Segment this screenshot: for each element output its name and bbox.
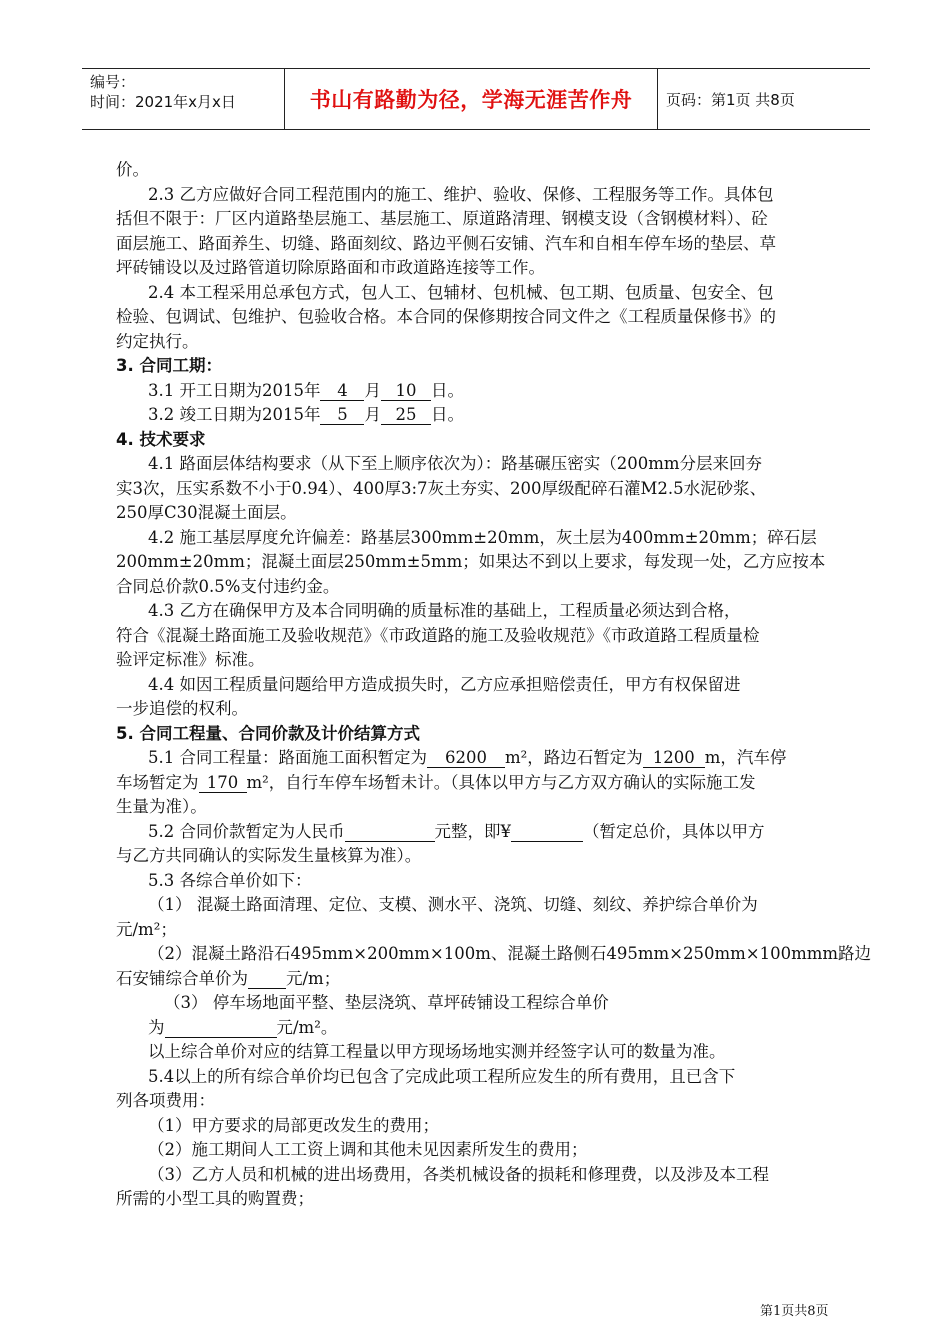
clause-5-1 (116, 746, 846, 771)
text-span: 元/m； (286, 968, 341, 988)
text-line: 实3次，压实系数不小于0.94）、400厚3:7灰土夯实、200厚级配碎石灌M2.5水泥砂浆、 (116, 478, 767, 498)
text-line: 检验、包调试、包维护、包验收合格。本合同的保修期按合同文件之《工程质量保修书》的 (116, 307, 776, 326)
text-line: 面层施工、路面养生、切缝、路面刻纹、路边平侧石安铺、汽车和自相车停车场的垫层、草 (116, 233, 776, 253)
text-line: 250厚C30混凝土面层。 (116, 503, 297, 522)
contract-body (116, 158, 872, 1212)
item-5-3-3: （3） 停车场地面平整、垫层浇筑、草坪砖铺设工程综合单价 (164, 993, 609, 1012)
text-line: 生量为准）。 (116, 797, 207, 816)
clause-2-3: 2.3 乙方应做好合同工程范围内的施工、维护、验收、保修、工程服务等工作。具体包 (148, 184, 774, 204)
doc-number-label: 编号： (90, 73, 136, 91)
text-line: 括但不限于：厂区内道路垫层施工、基层施工、原道路清理、钢模支设（含钢模材料）、砼 (116, 209, 768, 228)
header-motto: 书山有路勤为径，学海无涯苦作舟 (285, 69, 658, 129)
text-span: （暂定总价，具体以甲方 (583, 821, 765, 841)
text-span: 石安铺综合单价为 (116, 968, 248, 988)
price-rmb-blank (345, 823, 435, 842)
clause-2-4: 2.4 本工程采用总承包方式，包人工、包辅材、包机械、包工期、包质量、包安全、包 (148, 282, 774, 302)
clause-5-2 (116, 820, 846, 845)
text-line: 一步追偿的权利。 (116, 699, 248, 718)
item-5-3-2: （2）混凝土路沿石495mm×200mm×100m、混凝土路侧石495mm×250mm×100mmm路边 (148, 944, 872, 963)
text-line: 合同总价款0.5%支付违约金。 (116, 576, 340, 596)
item-5-4-1: （1）甲方要求的局部更改发生的费用； (148, 1115, 439, 1135)
text-span: 元整，即¥ (434, 821, 511, 841)
start-month-field: 4 (320, 382, 364, 401)
text-span: m，汽车停 (704, 748, 787, 767)
text-line: 列各项费用： (116, 1091, 215, 1110)
text-line: 验评定标准》标准。 (116, 650, 265, 669)
clause-4-2: 4.2 施工基层厚度允许偏差：路基层300mm±20mm，灰土层为400mm±20mm；碎石层 (148, 527, 817, 547)
text-line: 与乙方共同确认的实际发生量核算为准）。 (116, 846, 422, 865)
text-line: 价。 (116, 160, 149, 179)
text-line: 约定执行。 (116, 331, 199, 351)
text-line (116, 967, 846, 992)
text-span: 月 (364, 405, 381, 424)
item-5-4-2: （2）施工期间人工工资上调和其他未见因素所发生的费用； (148, 1140, 588, 1159)
text-span: 5.2 合同价款暂定为人民币 (148, 821, 345, 841)
text-span: 元/m²。 (276, 1017, 338, 1037)
text-line (116, 771, 846, 796)
text-span: 日。 (430, 380, 464, 400)
text-span: 月 (364, 380, 381, 400)
text-span: 日。 (430, 405, 464, 424)
clause-5-3: 5.3 各综合单价如下： (148, 870, 312, 890)
header-page-number: 页码：第1页 共8页 (666, 90, 795, 109)
clause-3-1 (116, 379, 846, 404)
doc-date-label: 时间：2021年x月x日 (90, 93, 236, 111)
clause-5-4: 5.4以上的所有综合单价均已包含了完成此项工程所应发生的所有费用，且已含下 (148, 1066, 736, 1086)
end-month-field: 5 (320, 406, 364, 425)
text-line: 所需的小型工具的购置费； (116, 1189, 314, 1208)
price-yen-blank (511, 823, 583, 842)
text-line: 以上综合单价对应的结算工程量以甲方现场场地实测并经签字认可的数量为准。 (148, 1042, 726, 1061)
text-line: 坪砖铺设以及过路管道切除原路面和市政道路连接等工作。 (116, 258, 545, 277)
parking-area-field: 170 (199, 774, 247, 793)
text-line: 符合《混凝土路面施工及验收规范》《市政道路的施工及验收规范》《市政道路工程质量检 (116, 625, 760, 645)
end-day-field: 25 (381, 406, 431, 425)
clause-4-3: 4.3 乙方在确保甲方及本合同明确的质量标准的基础上，工程质量必须达到合格， (148, 601, 741, 620)
text-line: 元/m²； (116, 919, 177, 939)
text-span: 车场暂定为 (116, 772, 199, 792)
text-span: 5.1 合同工程量：路面施工面积暂定为 (148, 748, 427, 767)
curb-length-field: 1200 (643, 749, 705, 768)
footer-page-number: 第1页共8页 (760, 1304, 829, 1319)
clause-4-1: 4.1 路面层体结构要求（从下至上顺序依次为）：路基碾压密实（200mm分层来回夯 (148, 454, 763, 473)
section-heading-3: 3. 合同工期： (116, 356, 222, 375)
text-span: m²，自行车停车场暂未计。（具体以甲方与乙方双方确认的实际施工发 (246, 772, 756, 792)
clause-3-2 (116, 403, 846, 428)
clause-4-4: 4.4 如因工程质量问题给甲方造成损失时，乙方应承担赔偿责任，甲方有权保留进 (148, 674, 741, 694)
text-span: 为 (148, 1017, 165, 1037)
section-heading-5: 5. 合同工程量、合同价款及计价结算方式 (116, 723, 420, 743)
item-5-4-3: （3）乙方人员和机械的进出场费用，各类机械设备的损耗和修理费，以及涉及本工程 (148, 1164, 769, 1184)
text-span: 3.1 开工日期为2015年 (148, 380, 321, 400)
text-span: 3.2 竣工日期为2015年 (148, 405, 321, 424)
road-area-field: 6200 (427, 749, 505, 768)
curb-price-blank (248, 970, 286, 989)
text-line: 200mm±20mm；混凝土面层250mm±5mm；如果达不到以上要求，每发现一处，乙方应按本 (116, 552, 826, 571)
parking-price-blank (165, 1019, 277, 1038)
page-header (82, 68, 870, 130)
text-span: m²，路边石暂定为 (505, 748, 643, 767)
section-heading-4: 4. 技术要求 (116, 429, 206, 449)
start-day-field: 10 (381, 382, 431, 401)
item-5-3-1: （1） 混凝土路面清理、定位、支模、测水平、浇筑、切缝、刻纹、养护综合单价为 (148, 895, 758, 914)
header-meta (82, 69, 285, 129)
text-line (116, 1016, 846, 1041)
